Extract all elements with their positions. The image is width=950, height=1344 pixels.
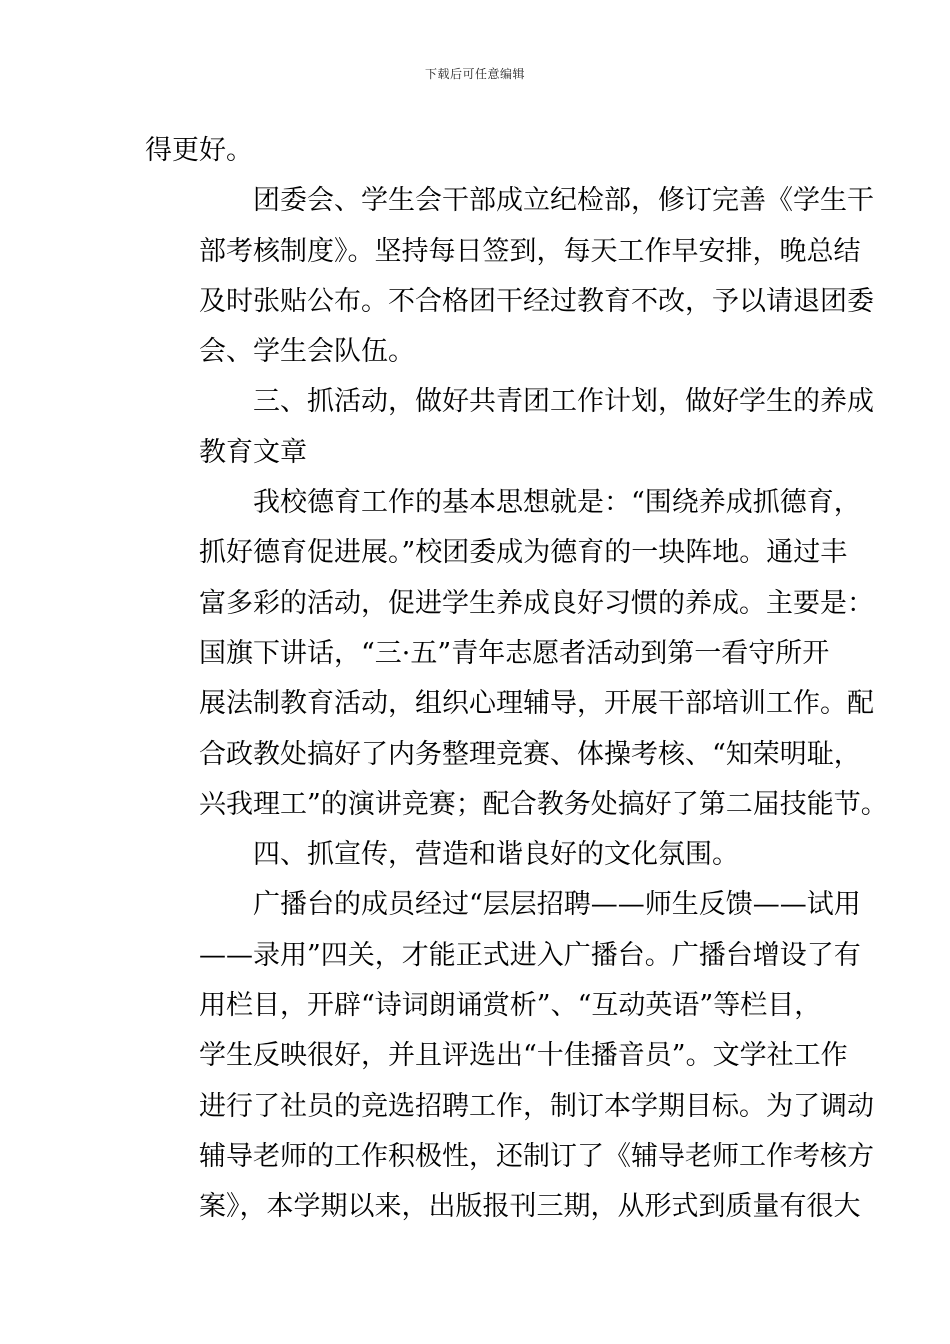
page-header: 下载后可任意编辑 xyxy=(424,67,525,81)
paragraph xyxy=(145,880,874,1232)
text-line: ——录用”四关，才能正式进入广播台。广播台增设了有 xyxy=(199,939,861,971)
paragraph xyxy=(145,478,888,830)
text-line: 四、抓宣传，营造和谐良好的文化氛围。 xyxy=(253,839,739,871)
document-body xyxy=(145,126,888,1233)
text-line: 学生反映很好，并且评选出“十佳播音员”。文学社工作 xyxy=(199,1040,848,1072)
text-line: 辅导老师的工作积极性，还制订了《辅导老师工作考核方 xyxy=(199,1140,874,1172)
text-line: 合政教处搞好了内务整理竞赛、体操考核、“知荣明耻， xyxy=(199,738,861,770)
text-line: 进行了社员的竞选招聘工作，制订本学期目标。为了调动 xyxy=(199,1090,874,1122)
text-line: 用栏目，开辟“诗词朗诵赏析”、“互动英语”等栏目， xyxy=(199,990,822,1022)
text-line: 得更好。 xyxy=(145,135,253,166)
text-line: 抓好德育促进展。”校团委成为德育的一块阵地。通过丰 xyxy=(199,537,848,569)
text-line: 展法制教育活动，组织心理辅导，开展干部培训工作。配 xyxy=(199,688,874,720)
text-line: 三、抓活动，做好共青团工作计划，做好学生的养成 xyxy=(253,386,874,418)
section-heading xyxy=(145,830,810,880)
text-line: 教育文章 xyxy=(199,436,307,468)
text-line: 富多彩的活动，促进学生养成良好习惯的养成。主要是： xyxy=(199,587,874,619)
section-heading xyxy=(145,377,874,478)
text-line: 我校德育工作的基本思想就是：“围绕养成抓德育， xyxy=(253,487,861,519)
text-line: 兴我理工”的演讲竞赛；配合教务处搞好了第二届技能节。 xyxy=(199,788,888,820)
paragraph xyxy=(145,176,874,377)
paragraph xyxy=(145,126,810,176)
text-line: 及时张贴公布。不合格团干经过教育不改，予以请退团委 xyxy=(199,285,874,317)
text-line: 广播台的成员经过“层层招聘——师生反馈——试用 xyxy=(253,889,861,921)
text-line: 部考核制度》。坚持每日签到，每天工作早安排，晚总结 xyxy=(199,235,861,267)
text-line: 案》，本学期以来，出版报刊三期，从形式到质量有很大 xyxy=(199,1191,861,1223)
text-line: 团委会、学生会干部成立纪检部，修订完善《学生干 xyxy=(253,185,874,217)
text-line: 会、学生会队伍。 xyxy=(199,336,415,368)
text-line: 国旗下讲话，“三·五”青年志愿者活动到第一看守所开 xyxy=(199,637,830,669)
